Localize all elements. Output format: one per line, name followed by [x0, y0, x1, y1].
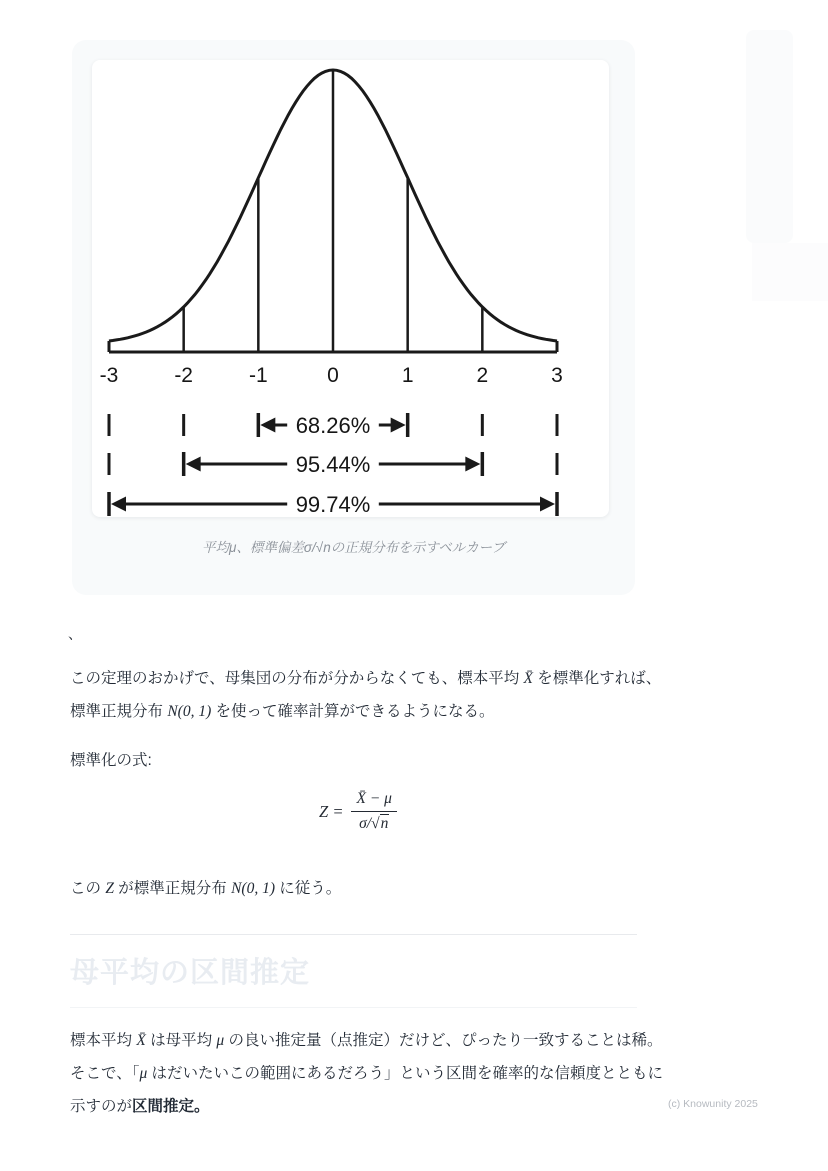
- formula-lhs: Z =: [319, 801, 344, 821]
- normal-distribution-plot: [92, 60, 609, 517]
- bell-curve-chart: [92, 60, 609, 517]
- paragraph-central-limit: この定理のおかげで、母集団の分布が分からなくても、標本平均 X̄ を標準化すれば、標準正規分布 N(0, 1) を使って確率計算ができるようになる。: [70, 670, 662, 720]
- svg-text:95.44%: 95.44%: [295, 452, 371, 477]
- sub-divider: [70, 1007, 637, 1008]
- section-heading-interval-estimation: 母平均の区間推定: [70, 957, 311, 989]
- standardization-formula: [70, 790, 646, 833]
- page-edge-strip-lower: [752, 243, 828, 301]
- svg-text:99.74%: 99.74%: [295, 492, 371, 517]
- formula-fraction: [351, 790, 396, 833]
- formula-denominator: σ/√n: [359, 815, 389, 832]
- svg-text:-2: -2: [174, 364, 194, 387]
- formula-label: 標準化の式:: [70, 752, 152, 769]
- page-edge-strip: [746, 30, 793, 243]
- paragraph-interval-estimation: 標本平均 X̄ は母平均 μ の良い推定量（点推定）だけど、ぴったり一致することは稀。 そこで、「μ はだいたいこの範囲にあるだろう」という区間を確率的な信頼度とともに示すのが区間推定。: [70, 1032, 664, 1115]
- stray-comma-text: 、: [68, 626, 82, 642]
- svg-text:0: 0: [327, 364, 339, 387]
- bell-curve-figure-card: [72, 40, 635, 595]
- figure-caption: 平均μ、標準偏差σ/√nの正規分布を示すベルカーブ: [202, 540, 505, 555]
- svg-text:-1: -1: [248, 364, 268, 387]
- svg-text:2: 2: [476, 364, 489, 387]
- svg-text:3: 3: [551, 364, 563, 387]
- svg-text:68.26%: 68.26%: [295, 413, 371, 438]
- paragraph-z-follows: この Z が標準正規分布 N(0, 1) に従う。: [70, 880, 342, 897]
- svg-text:1: 1: [401, 364, 414, 387]
- section-divider: [70, 934, 637, 935]
- svg-text:-3: -3: [99, 364, 119, 387]
- formula-numerator: X̄ − μ: [351, 790, 396, 812]
- copyright-watermark: (c) Knowunity 2025: [668, 1098, 758, 1110]
